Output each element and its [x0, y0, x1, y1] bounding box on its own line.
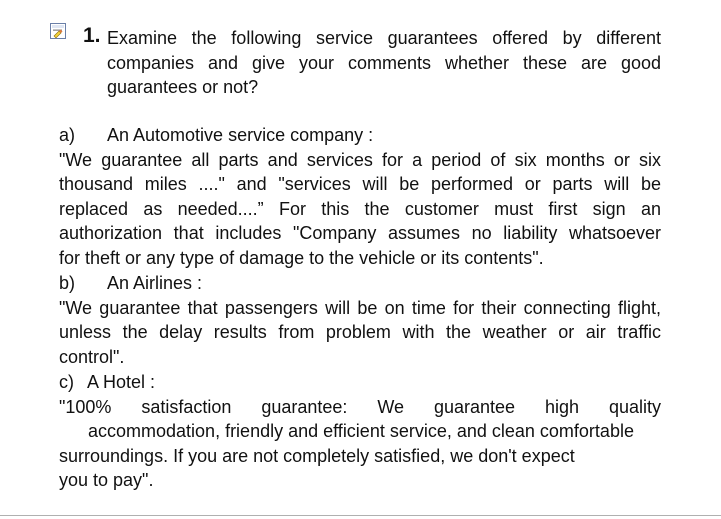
item-a-line-3: replaced as needed....” For this the customer must first sign an — [59, 198, 661, 219]
item-a-marker: a) — [59, 125, 76, 145]
item-a — [59, 123, 661, 271]
item-b — [59, 271, 661, 369]
item-c-line-4: you to pay". — [59, 470, 154, 491]
page-bottom-border — [0, 515, 721, 516]
item-c-heading — [59, 370, 661, 395]
item-a-label: An Automotive service company : — [107, 125, 374, 145]
item-b-marker: b) — [59, 273, 76, 293]
item-a-line-4: authorization that includes "Company assumes no liability whatsoever — [59, 223, 661, 244]
note-icon[interactable] — [50, 23, 66, 39]
item-b-line-1: "We guarantee that passengers will be on time for their connecting flight, — [59, 297, 661, 318]
item-a-line-2: thousand miles ...." and "services will be performed or parts will be — [59, 174, 661, 195]
item-c-label: A Hotel : — [87, 372, 156, 392]
item-c-marker: c) — [59, 372, 74, 392]
item-a-line-5: for theft or any type of damage to the vehicle or its contents". — [59, 247, 544, 268]
item-c-line-2: accommodation, friendly and efficient service, and clean comfortable — [88, 421, 634, 442]
item-c-line-1: "100% satisfaction guarantee: We guarantee high quality — [59, 396, 661, 417]
item-b-heading — [59, 271, 661, 296]
question-text: Examine the following service guarantees offered by different companies and give your comments whether these are good guarantees or not? — [107, 28, 661, 98]
item-c — [59, 370, 661, 493]
item-a-heading — [59, 123, 661, 148]
item-b-line-2: unless the delay results from problem with the weather or air traffic — [59, 322, 661, 343]
item-c-line-3: surroundings. If you are not completely satisfied, we don't expect — [59, 445, 575, 466]
question-number: 1. — [83, 24, 101, 47]
item-b-label: An Airlines : — [107, 273, 203, 293]
item-b-line-3: control". — [59, 346, 125, 367]
item-a-line-1: "We guarantee all parts and services for a period of six months or six — [59, 149, 661, 170]
